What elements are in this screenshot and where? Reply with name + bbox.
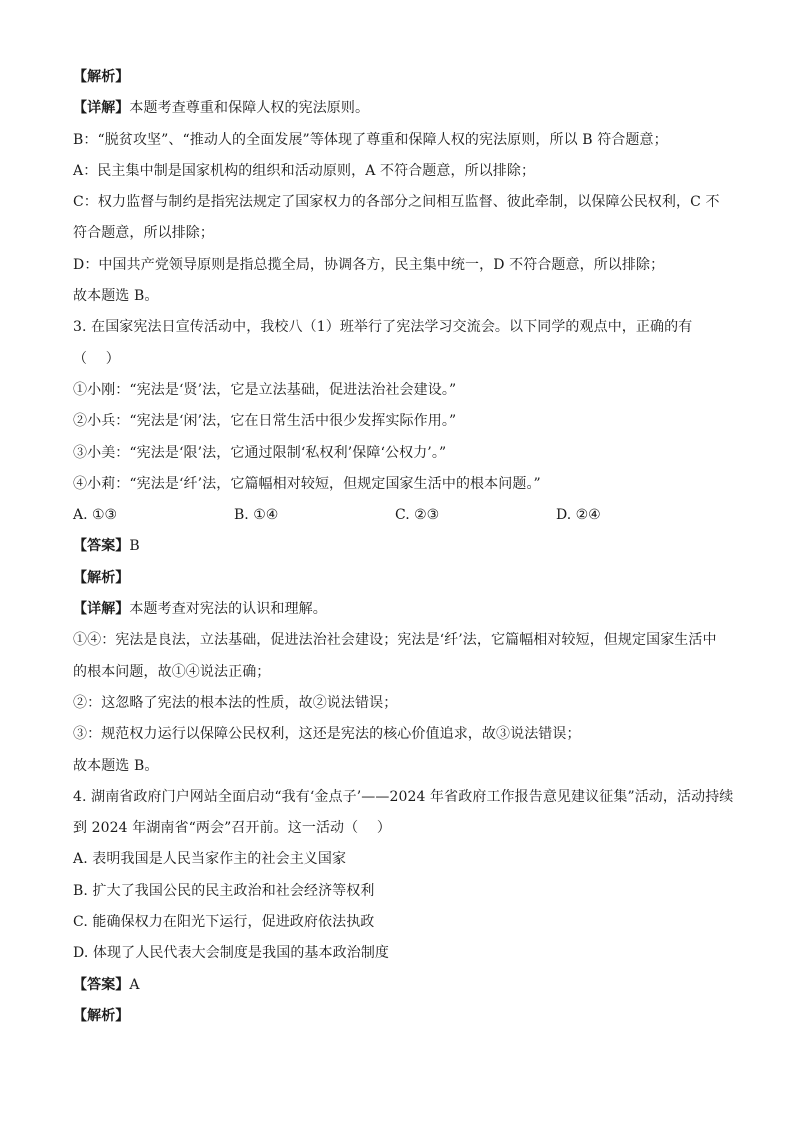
- text-line: ②小兵：“宪法是‘闲’法，它在日常生活中很少发挥实际作用。”: [73, 413, 457, 430]
- section-line: [73, 594, 723, 625]
- text-line: 3. 在国家宪法日宣传活动中，我校八（1）班举行了宪法学习交流会。以下同学的观点中，正确的有: [73, 319, 693, 336]
- section-tag: 【解析】: [73, 1007, 130, 1024]
- section-line: [73, 93, 723, 124]
- section-tag: 【解析】: [73, 69, 130, 85]
- text-line: D. 体现了人民代表大会制度是我国的基本政治制度: [73, 945, 390, 962]
- text-line: C. 能确保权力在阳光下运行，促进政府依法执政: [73, 914, 375, 931]
- section-text: B: [129, 538, 140, 555]
- section-text: 本题考查对宪法的认识和理解。: [129, 601, 327, 618]
- text-line: ①小刚：“宪法是‘贤’法，它是立法基础，促进法治社会建设。”: [73, 381, 457, 398]
- text-line: ③小美：“宪法是‘限’法，它通过限制‘私权利’保障‘公权力’。”: [73, 444, 447, 461]
- section-line: [73, 970, 723, 1001]
- section-text: 本题考查尊重和保障人权的宪法原则。: [129, 100, 370, 117]
- section-text: A: [129, 976, 140, 993]
- section-line: [73, 531, 723, 562]
- section-tag: 【详解】: [73, 100, 130, 117]
- text-line: D：中国共产党领导原则是指总揽全局，协调各方，民主集中统一，D 不符合题意，所以排除；: [73, 256, 665, 273]
- text-line: 符合题意，所以排除；: [73, 225, 214, 242]
- answer-option: C. ②③: [395, 507, 440, 524]
- section-line: [73, 563, 723, 594]
- text-line: ②：这忽略了宪法的根本法的性质，故②说法错误；: [73, 694, 398, 711]
- section-tag: 【答案】: [73, 538, 130, 555]
- text-line: ①④：宪法是良法，立法基础，促进法治社会建设；宪法是‘纤’法，它篇幅相对较短，但规定国家生活中: [73, 632, 717, 649]
- section-tag: 【解析】: [73, 569, 130, 586]
- text-line: ④小莉：“宪法是‘纤’法，它篇幅相对较短，但规定国家生活中的根本问题。”: [73, 475, 541, 492]
- answer-option: D. ②④: [556, 507, 601, 524]
- text-line: 故本题选 B。: [73, 288, 159, 305]
- text-line: 故本题选 B。: [73, 757, 159, 774]
- text-line: ③：规范权力运行以保障公民权利，这还是宪法的核心价值追求，故③说法错误；: [73, 726, 581, 743]
- answer-options: [73, 500, 723, 531]
- text-line: B. 扩大了我国公民的民主政治和社会经济等权利: [73, 882, 375, 899]
- text-line: 4. 湖南省政府门户网站全面启动“我有‘金点子’——2024 年省政府工作报告意见建议征集”活动，活动持续: [73, 788, 734, 805]
- answer-option: B. ①④: [234, 507, 279, 524]
- text-line: A：民主集中制是国家机构的组织和活动原则，A 不符合题意，所以排除；: [73, 162, 536, 179]
- section-tag: 【答案】: [73, 976, 130, 993]
- text-line: 的根本问题，故①④说法正确；: [73, 663, 271, 680]
- text-line: （ ）: [73, 350, 120, 367]
- section-tag: 【详解】: [73, 601, 130, 618]
- text-line: A. 表明我国是人民当家作主的社会主义国家: [73, 851, 347, 868]
- document-page: [73, 62, 734, 1032]
- section-line: [73, 1001, 723, 1032]
- section-line: [73, 62, 723, 93]
- text-line: B：“脱贫攻坚”、“推动人的全面发展”等体现了尊重和保障人权的宪法原则，所以 B 符合题意；: [73, 131, 668, 148]
- text-line: C：权力监督与制约是指宪法规定了国家权力的各部分之间相互监督、彼此牵制，以保障公民权利，C 不: [73, 194, 720, 211]
- answer-option: A. ①③: [73, 507, 118, 524]
- text-line: 到 2024 年湖南省“两会”召开前。这一活动（ ）: [73, 820, 391, 837]
